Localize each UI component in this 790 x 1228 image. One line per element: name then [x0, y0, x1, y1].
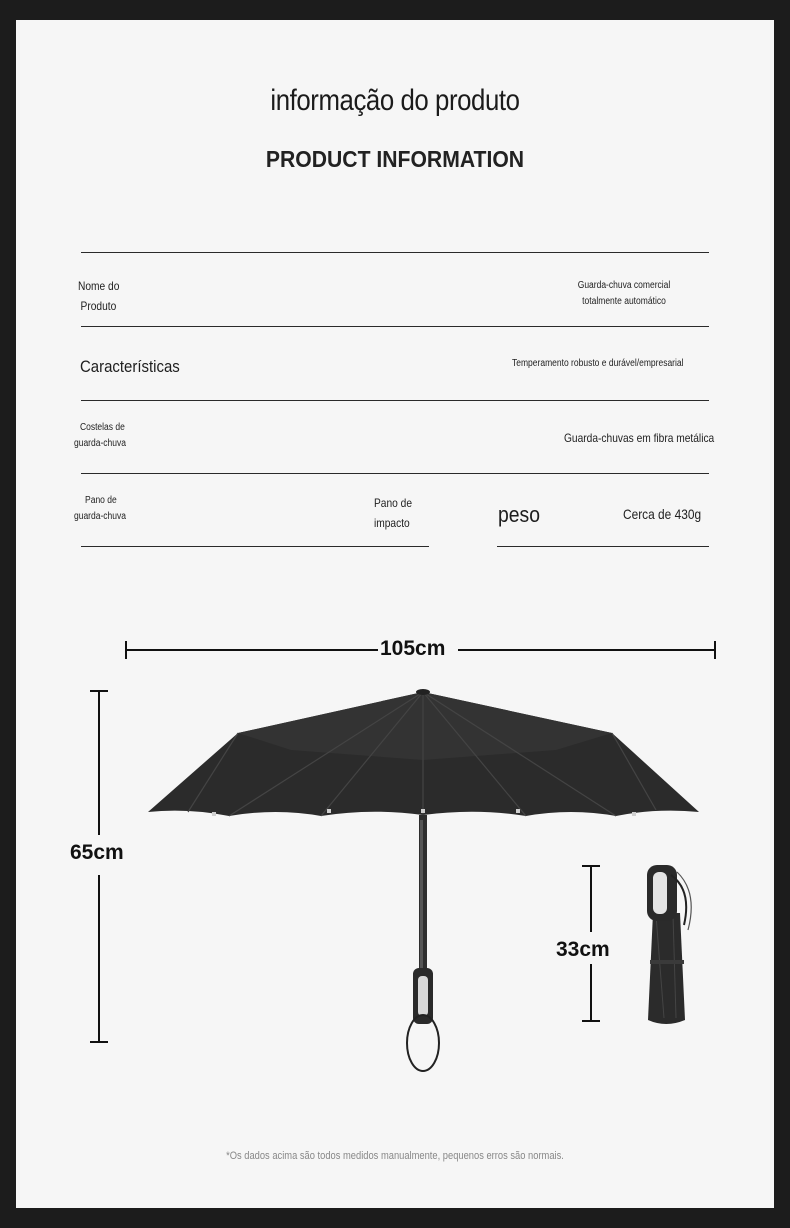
fabric-value-line2: impacto	[374, 516, 410, 530]
product-name-value-line2: totalmente automático	[582, 296, 666, 307]
product-name-label-line1: Nome do	[78, 279, 120, 293]
page-title-en: PRODUCT INFORMATION	[265, 146, 525, 172]
height-dimension-line	[90, 691, 108, 1042]
ribs-value: Guarda-chuvas em fibra metálica	[564, 431, 715, 445]
ribs-label-line2: guarda-chuva	[74, 438, 126, 449]
folded-umbrella-icon	[647, 865, 691, 1024]
height-dimension-label: 65cm	[70, 841, 124, 864]
width-dimension-label: 105cm	[380, 637, 446, 660]
folded-dimension-label: 33cm	[556, 938, 610, 961]
umbrella-illustration	[16, 20, 774, 1208]
fabric-label-line2: guarda-chuva	[74, 511, 126, 522]
ribs-label-line1: Costelas de	[79, 422, 125, 433]
fabric-value-line1: Pano de	[374, 496, 413, 510]
weight-label: peso	[498, 502, 540, 527]
page-title-pt: informação do produto	[270, 84, 520, 117]
features-label: Características	[80, 357, 180, 376]
weight-value: Cerca de 430g	[623, 506, 702, 522]
product-info-page	[16, 20, 774, 1208]
open-umbrella-icon	[148, 689, 699, 1071]
fabric-label-line1: Pano de	[85, 495, 117, 506]
footnote: *Os dados acima são todos medidos manualmente, pequenos erros são normais.	[226, 1150, 564, 1162]
features-value: Temperamento robusto e durável/empresarial	[512, 358, 684, 369]
product-name-label-line2: Produto	[80, 299, 117, 313]
product-name-value-line1: Guarda-chuva comercial	[577, 280, 671, 291]
